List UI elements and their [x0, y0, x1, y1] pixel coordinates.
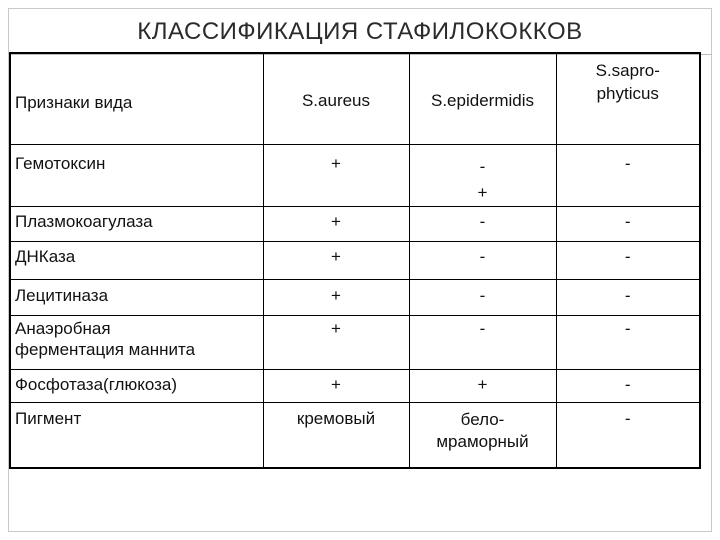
cell-s-epidermidis: - [409, 280, 556, 316]
row-label-line2: ферментация маннита [15, 339, 196, 359]
table-row [10, 280, 700, 316]
header-s-saprophyticus [556, 53, 700, 144]
table-row [10, 370, 700, 403]
cell-s-saprophyticus: - [556, 316, 700, 370]
header-s-saprophyticus-line1: S.sapro- [595, 61, 660, 80]
cell-s-aureus: + [263, 370, 409, 403]
cell-s-saprophyticus: - [556, 370, 700, 403]
cell-s-epidermidis-line1: бело- [460, 410, 505, 430]
row-label: Фосфотаза(глюкоза) [10, 370, 263, 403]
cell-s-saprophyticus: - [556, 280, 700, 316]
row-label [10, 316, 263, 370]
cell-s-epidermidis [409, 144, 556, 207]
cell-s-epidermidis-line2: мраморный [436, 432, 529, 452]
cell-s-epidermidis: - [409, 242, 556, 280]
cell-s-epidermidis: + [409, 370, 556, 403]
table-row [10, 403, 700, 468]
row-label: Плазмокоагулаза [10, 207, 263, 242]
row-label: ДНКаза [10, 242, 263, 280]
cell-s-saprophyticus: - [556, 242, 700, 280]
table-header-row [10, 53, 700, 144]
cell-s-epidermidis-line1: - [479, 156, 486, 176]
cell-s-epidermidis: - [409, 316, 556, 370]
header-s-saprophyticus-line2: phyticus [596, 83, 659, 103]
header-feature: Признаки вида [10, 53, 263, 144]
table-row [10, 144, 700, 207]
row-label: Пигмент [10, 403, 263, 468]
cell-s-aureus: + [263, 242, 409, 280]
cell-s-aureus: кремовый [263, 403, 409, 468]
row-label [10, 144, 263, 207]
cell-s-aureus: + [263, 144, 409, 207]
cell-s-epidermidis: - [409, 207, 556, 242]
table-row [10, 207, 700, 242]
header-s-aureus: S.aureus [263, 53, 409, 144]
table-row [10, 242, 700, 280]
cell-s-epidermidis-line2: + [477, 182, 488, 202]
row-label-line1: Гемотоксин [15, 153, 106, 173]
cell-s-aureus: + [263, 316, 409, 370]
cell-s-saprophyticus: - [556, 207, 700, 242]
cell-s-aureus: + [263, 207, 409, 242]
table-row [10, 316, 700, 370]
header-s-epidermidis: S.epidermidis [409, 53, 556, 144]
classification-table [9, 52, 701, 469]
row-label-line1: Анаэробная [15, 319, 111, 339]
row-label: Лецитиназа [10, 280, 263, 316]
cell-s-saprophyticus: - [556, 144, 700, 207]
cell-s-epidermidis [409, 403, 556, 468]
cell-s-saprophyticus: - [624, 409, 631, 429]
slide-title: КЛАССИФИКАЦИЯ СТАФИЛОКОККОВ [137, 18, 583, 45]
cell-s-aureus: + [263, 280, 409, 316]
